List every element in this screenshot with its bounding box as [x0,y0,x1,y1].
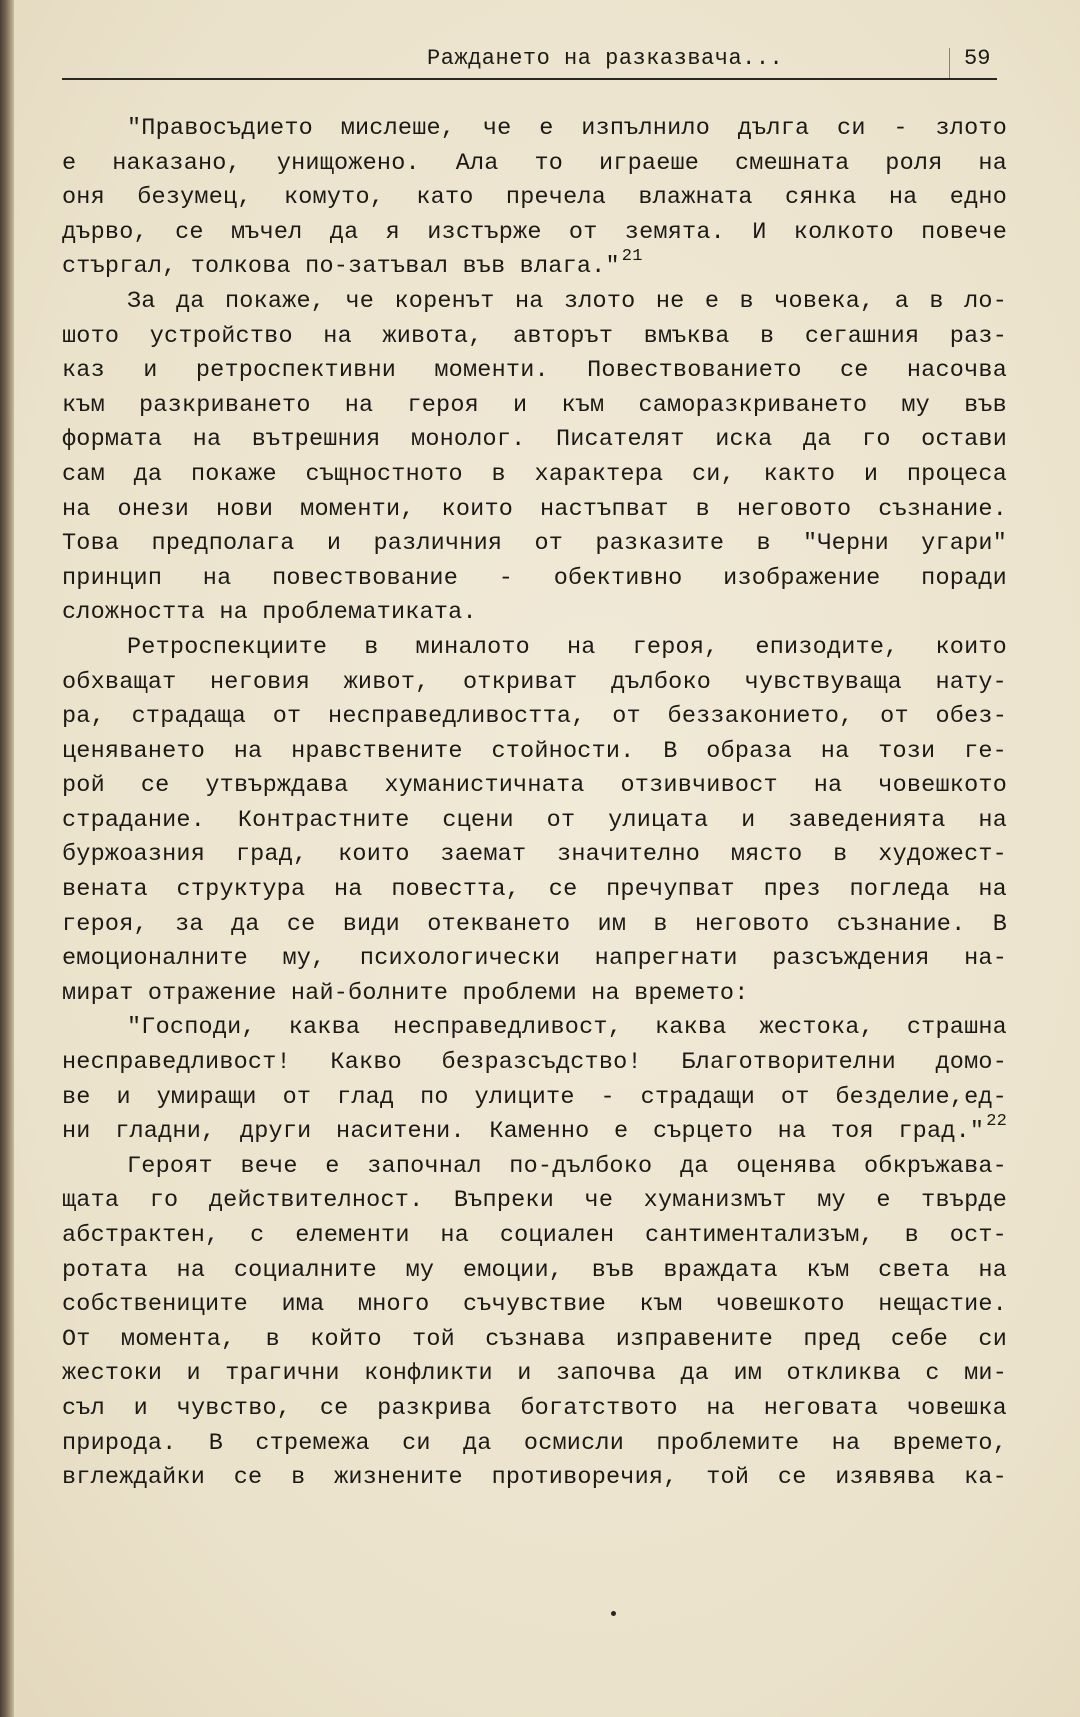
text-line-content: вената структура на повестта, се пречупват през погледа на [62,876,1007,904]
text-line [62,1461,1007,1496]
text-line-content: сам да покаже същностното в характера си, както и процеса [62,460,1007,488]
text-line [62,596,1007,631]
text-line-content: е наказано, унищожено. Ала то играеше смешната роля на [62,149,1007,177]
text-line-content: формата на вътрешния монолог. Писателят иска да го остави [62,426,1007,454]
text-line [62,1323,1007,1358]
text-line-content: собствениците има много съчувствие към човешкото нещастие. [62,1291,1007,1319]
text-line-content: към разкриването на героя и към саморазкриването му във [62,391,1007,419]
text-line-content: щата го действителност. Въпреки че хуманизмът му е твърде [62,1187,1007,1215]
text-line-content: рой се утвърждава хуманистичната отзивчивост на човешкото [62,772,1007,800]
book-spine-shadow [0,0,14,1717]
text-line [62,1288,1007,1323]
text-line [62,1150,1007,1185]
text-line [62,1081,1007,1116]
text-line-content: героя, за да се види отекването им в неговото съзнание. В [62,910,1007,938]
text-line [62,389,1007,424]
text-line-content: принцип на повествование - обективно изображение поради [62,564,1007,592]
text-line-content: Героят вече е започнал по-дълбоко да оценява обкръжава- [127,1152,1007,1180]
text-line-content: каз и ретроспективни моменти. Повествованието се насочва [62,357,1007,385]
text-line [62,354,1007,389]
text-line [62,804,1007,839]
text-line-content: "Господи, каква несправедливост, каква жестока, страшна [127,1014,1007,1042]
text-line [62,942,1007,977]
text-line-content: шото устройство на живота, авторът вмъква в сегашния раз- [62,322,1007,350]
page-number: 59 [964,46,991,71]
body-text [62,112,1007,1496]
text-line [62,735,1007,770]
text-line [62,700,1007,735]
text-line [62,1219,1007,1254]
text-line [62,1427,1007,1462]
text-line [62,112,1007,147]
text-line [62,1011,1007,1046]
header-separator [949,48,950,78]
text-line-content: вглеждайки се в жизнените противоречия, той се изявява ка- [62,1464,1007,1492]
text-line [62,873,1007,908]
text-line [62,285,1007,320]
text-line [62,493,1007,528]
text-line [62,1392,1007,1427]
text-line [62,562,1007,597]
footnote-marker: 21 [621,247,643,267]
text-line-content: сложността на проблематиката. [62,599,477,627]
text-line-content: емоционалните му, психологически напрегнати разсъждения на- [62,945,1007,973]
text-line-content: жестоки и трагични конфликти и започва да им откликва с ми- [62,1360,1007,1388]
text-line [62,181,1007,216]
text-line [62,147,1007,182]
text-line-content: ротата на социалните му емоции, във враждата към света на [62,1256,1007,1284]
text-line-content: несправедливост! Какво безразсъдство! Благотворителни домо- [62,1049,1007,1077]
text-line-content: на онези нови моменти, които настъпват в неговото съзнание. [62,495,1007,523]
text-line-content: оня безумец, комуто, като пречела влажната сянка на едно [62,184,1007,212]
text-line [62,1254,1007,1289]
text-line-content: "Правосъдието мислеше, че е изпълнило дълга си - злото [127,115,1007,142]
text-line-content: буржоазния град, които заемат значително място в художест- [62,841,1007,869]
text-line-content: страдание. Контрастните сцени от улицата и заведенията на [62,806,1007,834]
text-line-content: От момента, в който той съзнава изправените пред себе си [62,1325,1007,1353]
text-line [62,527,1007,562]
running-header [62,44,997,80]
text-line [62,838,1007,873]
ink-dot [611,1611,616,1616]
text-line [62,216,1007,251]
text-line [62,769,1007,804]
text-line [62,1184,1007,1219]
text-line-content: ра, страдаща от несправедливостта, от беззаконието, от обез- [62,703,1007,731]
text-line-content: За да покаже, че коренът на злото не е в човека, а в ло- [127,287,1007,315]
text-line [62,247,1007,285]
text-line-content: ве и умиращи от глад по улиците - страдащи от безделие,ед- [62,1083,1007,1111]
text-line [62,908,1007,943]
text-line [62,666,1007,701]
text-line [62,1112,1007,1150]
text-line-content: абстрактен, с елементи на социален сантиментализъм, в ост- [62,1222,1007,1249]
footnote-marker: 22 [986,1112,1007,1132]
text-line-content: природа. В стремежа си да осмисли проблемите на времето, [62,1429,1007,1457]
text-line-content: обхващат неговия живот, откриват дълбоко чувствуваща нату- [62,668,1007,696]
text-line [62,320,1007,355]
text-line [62,631,1007,666]
text-line-content: дърво, се мъчел да я изстърже от земята. И колкото повече [62,218,1007,246]
text-line [62,1357,1007,1392]
text-line-content: ни гладни, други наситени. Каменно е сърцето на тоя град." [62,1118,985,1146]
text-line-content: мират отражение най-болните проблеми на времето: [62,979,749,1007]
text-line-content: ценяването на нравствените стойности. В образа на този ге- [62,737,1007,765]
text-line [62,977,1007,1012]
running-title: Раждането на разказвача... [427,46,784,71]
text-line-content: Това предполага и различния от разказите в "Черни угари" [62,530,1007,558]
text-line-content: съл и чувство, се разкрива богатството на неговата човешка [62,1394,1007,1422]
text-line [62,1046,1007,1081]
text-line-content: стъргал, толкова по-затъвал във влага." [62,253,620,281]
text-line [62,458,1007,493]
text-line [62,423,1007,458]
text-line-content: Ретроспекциите в миналото на героя, епизодите, които [127,633,1007,661]
